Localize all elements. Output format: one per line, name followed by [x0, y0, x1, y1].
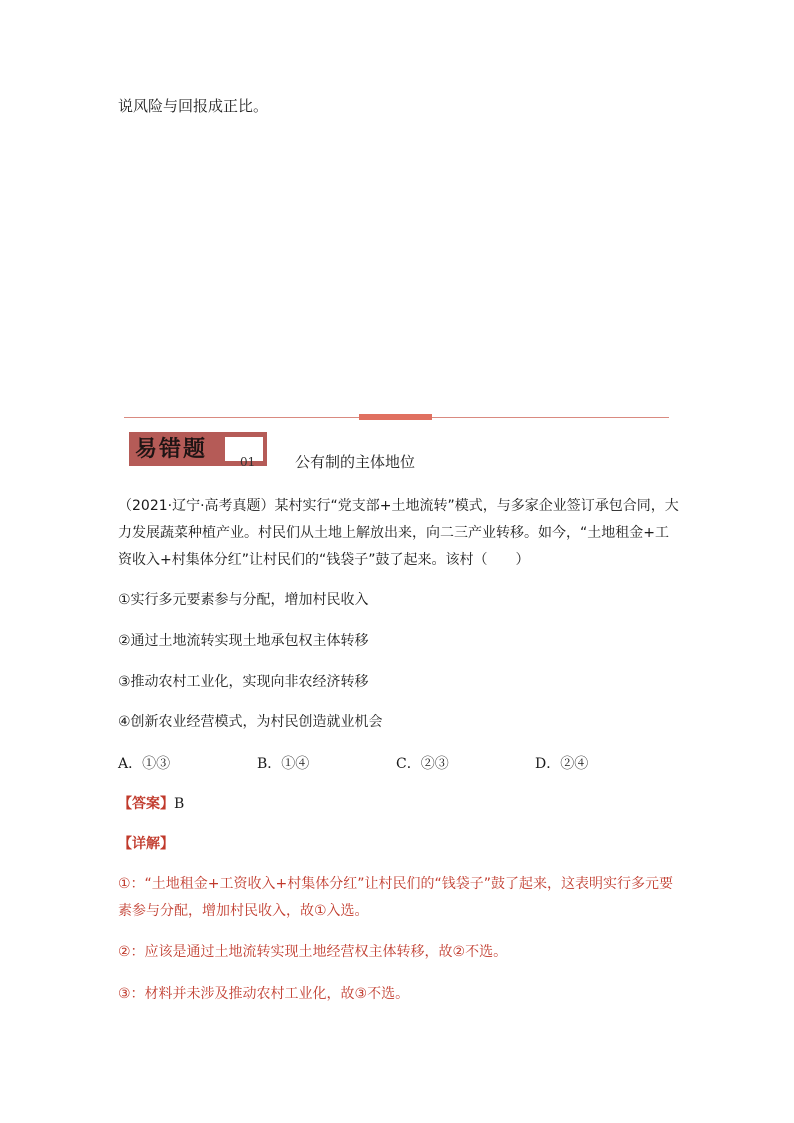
statement-2: ②通过土地流转实现土地承包权主体转移 — [118, 633, 369, 649]
explanation-line: ③：材料并未涉及推动农村工业化，故③不选。 — [118, 986, 410, 1002]
option-d: D．②④ — [535, 756, 589, 772]
option-c: C．②③ — [396, 756, 449, 772]
badge-label: 易错题 — [135, 436, 208, 462]
question-stem-line: 资收入+村集体分红”让村民们的“钱袋子”鼓了起来。该村（ ） — [118, 552, 530, 568]
question-stem-line: 力发展蔬菜种植产业。村民们从土地上解放出来，向二三产业转移。如今，“土地租金+工 — [118, 525, 669, 541]
statement-1: ①实行多元要素参与分配，增加村民收入 — [118, 592, 369, 608]
explanation-line: 素参与分配，增加村民收入，故①入选。 — [118, 903, 369, 919]
answer-value: B — [174, 796, 185, 812]
explanation-label: 【详解】 — [118, 836, 174, 852]
answer-row — [118, 794, 184, 814]
answer-label: 【答案】 — [118, 796, 174, 812]
option-b: B．①④ — [257, 756, 310, 772]
badge-number: 01 — [240, 455, 256, 469]
section-title: 公有制的主体地位 — [295, 453, 416, 471]
option-a: A．①③ — [118, 756, 171, 772]
continuation-text: 说风险与回报成正比。 — [118, 97, 269, 115]
explanation-line: ②：应该是通过土地流转实现土地经营权主体转移，故②不选。 — [118, 944, 508, 960]
question-stem-line: （2021·辽宁·高考真题）某村实行“党支部+土地流转”模式，与多家企业签订承包合同，大 — [118, 498, 679, 514]
statement-4: ④创新农业经营模式，为村民创造就业机会 — [118, 714, 383, 730]
statement-3: ③推动农村工业化，实现向非农经济转移 — [118, 674, 369, 690]
section-divider-accent — [359, 414, 432, 420]
explanation-line: ①：“土地租金+工资收入+村集体分红”让村民们的“钱袋子”鼓了起来，这表明实行多元要 — [118, 876, 674, 892]
